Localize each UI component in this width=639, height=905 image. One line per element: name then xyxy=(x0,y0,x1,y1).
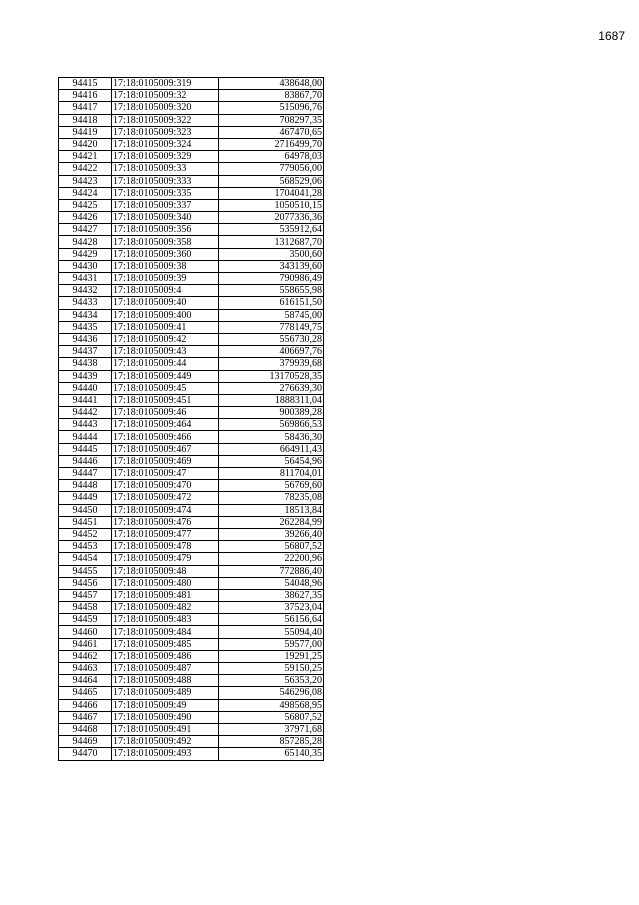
table-row xyxy=(59,431,324,443)
cadastral-value: 56807,52 xyxy=(219,711,324,723)
table-row xyxy=(59,553,324,565)
row-number: 94448 xyxy=(59,480,112,492)
cadastral-value: 438648,00 xyxy=(219,78,324,90)
cadastral-value: 569866,53 xyxy=(219,419,324,431)
row-number: 94422 xyxy=(59,163,112,175)
cadastral-number: 17:18:0105009:488 xyxy=(112,675,219,687)
cadastral-value: 1704041,28 xyxy=(219,187,324,199)
row-number: 94443 xyxy=(59,419,112,431)
cadastral-value: 13170528,35 xyxy=(219,370,324,382)
cadastral-value: 1888311,04 xyxy=(219,394,324,406)
row-number: 94427 xyxy=(59,224,112,236)
table-row xyxy=(59,480,324,492)
cadastral-number: 17:18:0105009:40 xyxy=(112,297,219,309)
cadastral-number: 17:18:0105009:451 xyxy=(112,394,219,406)
cadastral-value: 2077336,36 xyxy=(219,212,324,224)
row-number: 94445 xyxy=(59,443,112,455)
row-number: 94419 xyxy=(59,126,112,138)
cadastral-number: 17:18:0105009:4 xyxy=(112,285,219,297)
table-row xyxy=(59,516,324,528)
cadastral-value: 37971,68 xyxy=(219,723,324,735)
table-row xyxy=(59,541,324,553)
cadastral-number: 17:18:0105009:38 xyxy=(112,260,219,272)
cadastral-number: 17:18:0105009:474 xyxy=(112,504,219,516)
table-row xyxy=(59,187,324,199)
row-number: 94442 xyxy=(59,407,112,419)
cadastral-value: 64978,03 xyxy=(219,151,324,163)
row-number: 94449 xyxy=(59,492,112,504)
cadastral-value: 59577,00 xyxy=(219,638,324,650)
cadastral-value: 39266,40 xyxy=(219,528,324,540)
row-number: 94470 xyxy=(59,748,112,760)
cadastral-number: 17:18:0105009:320 xyxy=(112,102,219,114)
row-number: 94461 xyxy=(59,638,112,650)
table-row xyxy=(59,138,324,150)
cadastral-value: 83867,70 xyxy=(219,90,324,102)
cadastral-value: 56353,20 xyxy=(219,675,324,687)
cadastral-number: 17:18:0105009:469 xyxy=(112,455,219,467)
cadastral-value: 55094,40 xyxy=(219,626,324,638)
cadastral-value: 59150,25 xyxy=(219,663,324,675)
cadastral-value: 790986,49 xyxy=(219,273,324,285)
table-row xyxy=(59,199,324,211)
table-row xyxy=(59,468,324,480)
row-number: 94450 xyxy=(59,504,112,516)
cadastral-value: 857285,28 xyxy=(219,736,324,748)
cadastral-number: 17:18:0105009:479 xyxy=(112,553,219,565)
cadastral-number: 17:18:0105009:49 xyxy=(112,699,219,711)
row-number: 94416 xyxy=(59,90,112,102)
table-row xyxy=(59,175,324,187)
row-number: 94438 xyxy=(59,358,112,370)
cadastral-number: 17:18:0105009:33 xyxy=(112,163,219,175)
cadastral-value: 779056,00 xyxy=(219,163,324,175)
cadastral-value: 515096,76 xyxy=(219,102,324,114)
table-row xyxy=(59,358,324,370)
row-number: 94421 xyxy=(59,151,112,163)
cadastral-value: 467470,65 xyxy=(219,126,324,138)
cadastral-number: 17:18:0105009:44 xyxy=(112,358,219,370)
table-row xyxy=(59,723,324,735)
table-row xyxy=(59,236,324,248)
cadastral-value: 56807,52 xyxy=(219,541,324,553)
table-row xyxy=(59,492,324,504)
cadastral-number: 17:18:0105009:486 xyxy=(112,650,219,662)
cadastral-value: 56769,60 xyxy=(219,480,324,492)
cadastral-number: 17:18:0105009:42 xyxy=(112,333,219,345)
row-number: 94465 xyxy=(59,687,112,699)
table-row xyxy=(59,248,324,260)
row-number: 94430 xyxy=(59,260,112,272)
cadastral-value: 56156,64 xyxy=(219,614,324,626)
table-row xyxy=(59,151,324,163)
cadastral-number: 17:18:0105009:319 xyxy=(112,78,219,90)
row-number: 94418 xyxy=(59,114,112,126)
cadastral-value: 3500,60 xyxy=(219,248,324,260)
row-number: 94434 xyxy=(59,309,112,321)
cadastral-number: 17:18:0105009:478 xyxy=(112,541,219,553)
row-number: 94417 xyxy=(59,102,112,114)
cadastral-number: 17:18:0105009:449 xyxy=(112,370,219,382)
cadastral-number: 17:18:0105009:480 xyxy=(112,577,219,589)
cadastral-value: 900389,28 xyxy=(219,407,324,419)
table-row xyxy=(59,102,324,114)
cadastral-number: 17:18:0105009:47 xyxy=(112,468,219,480)
row-number: 94436 xyxy=(59,333,112,345)
row-number: 94454 xyxy=(59,553,112,565)
row-number: 94433 xyxy=(59,297,112,309)
table-row xyxy=(59,273,324,285)
cadastral-number: 17:18:0105009:476 xyxy=(112,516,219,528)
cadastral-value: 1050510,15 xyxy=(219,199,324,211)
table-row xyxy=(59,382,324,394)
row-number: 94420 xyxy=(59,138,112,150)
row-number: 94459 xyxy=(59,614,112,626)
cadastral-number: 17:18:0105009:400 xyxy=(112,309,219,321)
cadastral-number: 17:18:0105009:464 xyxy=(112,419,219,431)
cadastral-number: 17:18:0105009:360 xyxy=(112,248,219,260)
table-row xyxy=(59,528,324,540)
row-number: 94462 xyxy=(59,650,112,662)
cadastral-number: 17:18:0105009:329 xyxy=(112,151,219,163)
cadastral-value: 379939,68 xyxy=(219,358,324,370)
cadastral-number: 17:18:0105009:322 xyxy=(112,114,219,126)
cadastral-value: 18513,84 xyxy=(219,504,324,516)
table-row xyxy=(59,297,324,309)
table-row xyxy=(59,675,324,687)
cadastral-number: 17:18:0105009:41 xyxy=(112,321,219,333)
cadastral-value: 65140,35 xyxy=(219,748,324,760)
table-row xyxy=(59,260,324,272)
row-number: 94464 xyxy=(59,675,112,687)
row-number: 94444 xyxy=(59,431,112,443)
row-number: 94435 xyxy=(59,321,112,333)
cadastral-value: 1312687,70 xyxy=(219,236,324,248)
cadastral-value: 54048,96 xyxy=(219,577,324,589)
cadastral-value: 22200,96 xyxy=(219,553,324,565)
table-row xyxy=(59,687,324,699)
cadastral-number: 17:18:0105009:356 xyxy=(112,224,219,236)
cadastral-number: 17:18:0105009:340 xyxy=(112,212,219,224)
cadastral-number: 17:18:0105009:358 xyxy=(112,236,219,248)
cadastral-number: 17:18:0105009:487 xyxy=(112,663,219,675)
table-row xyxy=(59,370,324,382)
table-row xyxy=(59,212,324,224)
row-number: 94440 xyxy=(59,382,112,394)
table-row xyxy=(59,309,324,321)
cadastral-number: 17:18:0105009:483 xyxy=(112,614,219,626)
cadastral-value: 56454,96 xyxy=(219,455,324,467)
cadastral-value: 19291,25 xyxy=(219,650,324,662)
cadastral-value: 58436,30 xyxy=(219,431,324,443)
cadastral-value: 37523,04 xyxy=(219,602,324,614)
row-number: 94453 xyxy=(59,541,112,553)
table-row xyxy=(59,626,324,638)
row-number: 94457 xyxy=(59,589,112,601)
cadastral-number: 17:18:0105009:482 xyxy=(112,602,219,614)
row-number: 94424 xyxy=(59,187,112,199)
row-number: 94428 xyxy=(59,236,112,248)
row-number: 94456 xyxy=(59,577,112,589)
data-table xyxy=(58,77,324,761)
cadastral-value: 343139,60 xyxy=(219,260,324,272)
cadastral-value: 58745,00 xyxy=(219,309,324,321)
cadastral-number: 17:18:0105009:466 xyxy=(112,431,219,443)
row-number: 94466 xyxy=(59,699,112,711)
table-row xyxy=(59,394,324,406)
table-row xyxy=(59,407,324,419)
row-number: 94468 xyxy=(59,723,112,735)
table-row xyxy=(59,589,324,601)
table-row xyxy=(59,333,324,345)
table-row xyxy=(59,504,324,516)
cadastral-value: 38627,35 xyxy=(219,589,324,601)
cadastral-number: 17:18:0105009:333 xyxy=(112,175,219,187)
cadastral-value: 778149,75 xyxy=(219,321,324,333)
table-row xyxy=(59,736,324,748)
cadastral-value: 811704,01 xyxy=(219,468,324,480)
cadastral-value: 568529,06 xyxy=(219,175,324,187)
cadastral-number: 17:18:0105009:48 xyxy=(112,565,219,577)
cadastral-number: 17:18:0105009:323 xyxy=(112,126,219,138)
row-number: 94425 xyxy=(59,199,112,211)
cadastral-value: 262284,99 xyxy=(219,516,324,528)
table-row xyxy=(59,346,324,358)
row-number: 94460 xyxy=(59,626,112,638)
table-row xyxy=(59,78,324,90)
table-row xyxy=(59,419,324,431)
table-row xyxy=(59,565,324,577)
cadastral-number: 17:18:0105009:489 xyxy=(112,687,219,699)
cadastral-value: 772886,40 xyxy=(219,565,324,577)
cadastral-number: 17:18:0105009:337 xyxy=(112,199,219,211)
table-row xyxy=(59,577,324,589)
row-number: 94446 xyxy=(59,455,112,467)
row-number: 94415 xyxy=(59,78,112,90)
cadastral-value: 616151,50 xyxy=(219,297,324,309)
cadastral-number: 17:18:0105009:481 xyxy=(112,589,219,601)
cadastral-value: 556730,28 xyxy=(219,333,324,345)
row-number: 94432 xyxy=(59,285,112,297)
row-number: 94437 xyxy=(59,346,112,358)
cadastral-number: 17:18:0105009:45 xyxy=(112,382,219,394)
row-number: 94439 xyxy=(59,370,112,382)
row-number: 94458 xyxy=(59,602,112,614)
row-number: 94452 xyxy=(59,528,112,540)
cadastral-number: 17:18:0105009:492 xyxy=(112,736,219,748)
cadastral-number: 17:18:0105009:324 xyxy=(112,138,219,150)
row-number: 94431 xyxy=(59,273,112,285)
cadastral-number: 17:18:0105009:43 xyxy=(112,346,219,358)
cadastral-number: 17:18:0105009:467 xyxy=(112,443,219,455)
cadastral-value: 708297,35 xyxy=(219,114,324,126)
table-row xyxy=(59,321,324,333)
row-number: 94467 xyxy=(59,711,112,723)
table-row xyxy=(59,443,324,455)
table-row xyxy=(59,650,324,662)
table-row xyxy=(59,638,324,650)
table-row xyxy=(59,455,324,467)
cadastral-number: 17:18:0105009:493 xyxy=(112,748,219,760)
table-row xyxy=(59,224,324,236)
row-number: 94429 xyxy=(59,248,112,260)
row-number: 94441 xyxy=(59,394,112,406)
cadastral-number: 17:18:0105009:335 xyxy=(112,187,219,199)
cadastral-number: 17:18:0105009:477 xyxy=(112,528,219,540)
row-number: 94426 xyxy=(59,212,112,224)
table-row xyxy=(59,163,324,175)
cadastral-number: 17:18:0105009:485 xyxy=(112,638,219,650)
cadastral-value: 276639,30 xyxy=(219,382,324,394)
table-row xyxy=(59,90,324,102)
table-body xyxy=(59,78,324,761)
cadastral-value: 546296,08 xyxy=(219,687,324,699)
table-row xyxy=(59,711,324,723)
cadastral-number: 17:18:0105009:472 xyxy=(112,492,219,504)
row-number: 94469 xyxy=(59,736,112,748)
cadastral-number: 17:18:0105009:39 xyxy=(112,273,219,285)
cadastral-number: 17:18:0105009:491 xyxy=(112,723,219,735)
cadastral-value: 558655,98 xyxy=(219,285,324,297)
cadastral-value: 78235,08 xyxy=(219,492,324,504)
cadastral-number: 17:18:0105009:484 xyxy=(112,626,219,638)
cadastral-value: 535912,64 xyxy=(219,224,324,236)
row-number: 94451 xyxy=(59,516,112,528)
table-row xyxy=(59,748,324,760)
table-row xyxy=(59,699,324,711)
cadastral-value: 664911,43 xyxy=(219,443,324,455)
table-row xyxy=(59,663,324,675)
table-row xyxy=(59,614,324,626)
cadastral-value: 498568,95 xyxy=(219,699,324,711)
table-row xyxy=(59,285,324,297)
row-number: 94455 xyxy=(59,565,112,577)
table-row xyxy=(59,602,324,614)
cadastral-number: 17:18:0105009:490 xyxy=(112,711,219,723)
table-row xyxy=(59,114,324,126)
cadastral-value: 2716499,70 xyxy=(219,138,324,150)
row-number: 94447 xyxy=(59,468,112,480)
row-number: 94463 xyxy=(59,663,112,675)
cadastral-value: 406697,76 xyxy=(219,346,324,358)
cadastral-number: 17:18:0105009:470 xyxy=(112,480,219,492)
row-number: 94423 xyxy=(59,175,112,187)
page-number: 1687 xyxy=(598,29,625,43)
table-row xyxy=(59,126,324,138)
cadastral-number: 17:18:0105009:46 xyxy=(112,407,219,419)
cadastral-number: 17:18:0105009:32 xyxy=(112,90,219,102)
